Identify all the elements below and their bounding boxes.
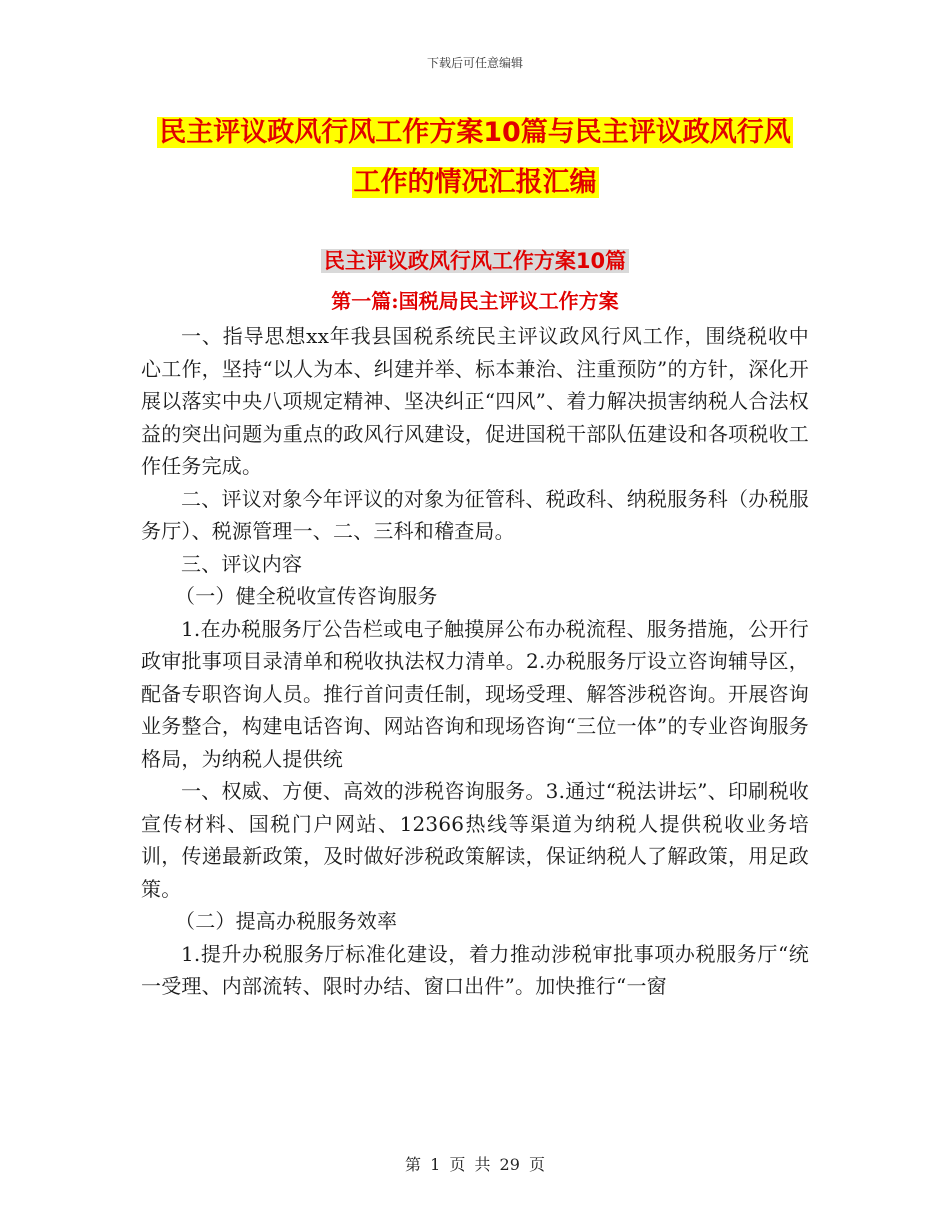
paragraph-subheading-1: （一）健全税收宣传咨询服务	[175, 584, 438, 608]
body-text	[141, 320, 809, 1003]
document-title-line-1: 民主评议政风行风工作方案10篇与民主评议政风行风	[159, 117, 791, 148]
paragraph-tax-training: 一、权威、方便、高效的涉税咨询服务。3.通过“税法讲坛”、印刷税收宣传材料、国税门户网站、12366热线等渠道为纳税人提供税收业务培训，传递最新政策，及时做好涉税政策解读，保证纳税人了解政策，用足政策。	[141, 779, 809, 901]
document-title	[140, 108, 810, 208]
paragraph-evaluation-targets: 二、评议对象今年评议的对象为征管科、税政科、纳税服务科（办税服务厅）、税源管理一、二、三科和稽查局。	[141, 486, 809, 543]
paragraph-consulting-services: 1.在办税服务厅公告栏或电子触摸屏公布办税流程、服务措施，公开行政审批事项目录清单和税收执法权力清单。2.办税服务厅设立咨询辅导区，配备专职咨询人员。推行首问责任制，现场受理、解答涉税咨询。开展咨询业务整合，构建电话咨询、网站咨询和现场咨询“三位一体”的专业咨询服务格局，为纳税人提供统	[141, 616, 809, 771]
paragraph-guiding-ideology: 一、指导思想xx年我县国税系统民主评议政风行风工作，围绕税收中心工作，坚持“以人为本、纠建并举、标本兼治、注重预防”的方针，深化开展以落实中央八项规定精神、坚决纠正“四风”、着力解决损害纳税人合法权益的突出问题为重点的政风行风建设，促进国税干部队伍建设和各项税收工作任务完成。	[141, 324, 809, 478]
header-note: 下载后可任意编辑	[426, 56, 523, 70]
paragraph-service-efficiency: 1.提升办税服务厅标准化建设，着力推动涉税审批事项办税服务厅“统一受理、内部流转、限时办结、窗口出件”。加快推行“一窗	[141, 941, 809, 998]
sub-title: 第一篇:国税局民主评议工作方案	[331, 289, 619, 313]
paragraph-subheading-2: （二）提高办税服务效率	[175, 909, 398, 933]
section-title	[0, 244, 950, 278]
section-title-text: 民主评议政风行风工作方案10篇	[321, 249, 629, 273]
paragraph-evaluation-content-heading: 三、评议内容	[181, 551, 303, 576]
document-title-line-2: 工作的情况汇报汇编	[353, 167, 597, 198]
page-footer: 第 1 页 共 29 页	[405, 1155, 545, 1174]
